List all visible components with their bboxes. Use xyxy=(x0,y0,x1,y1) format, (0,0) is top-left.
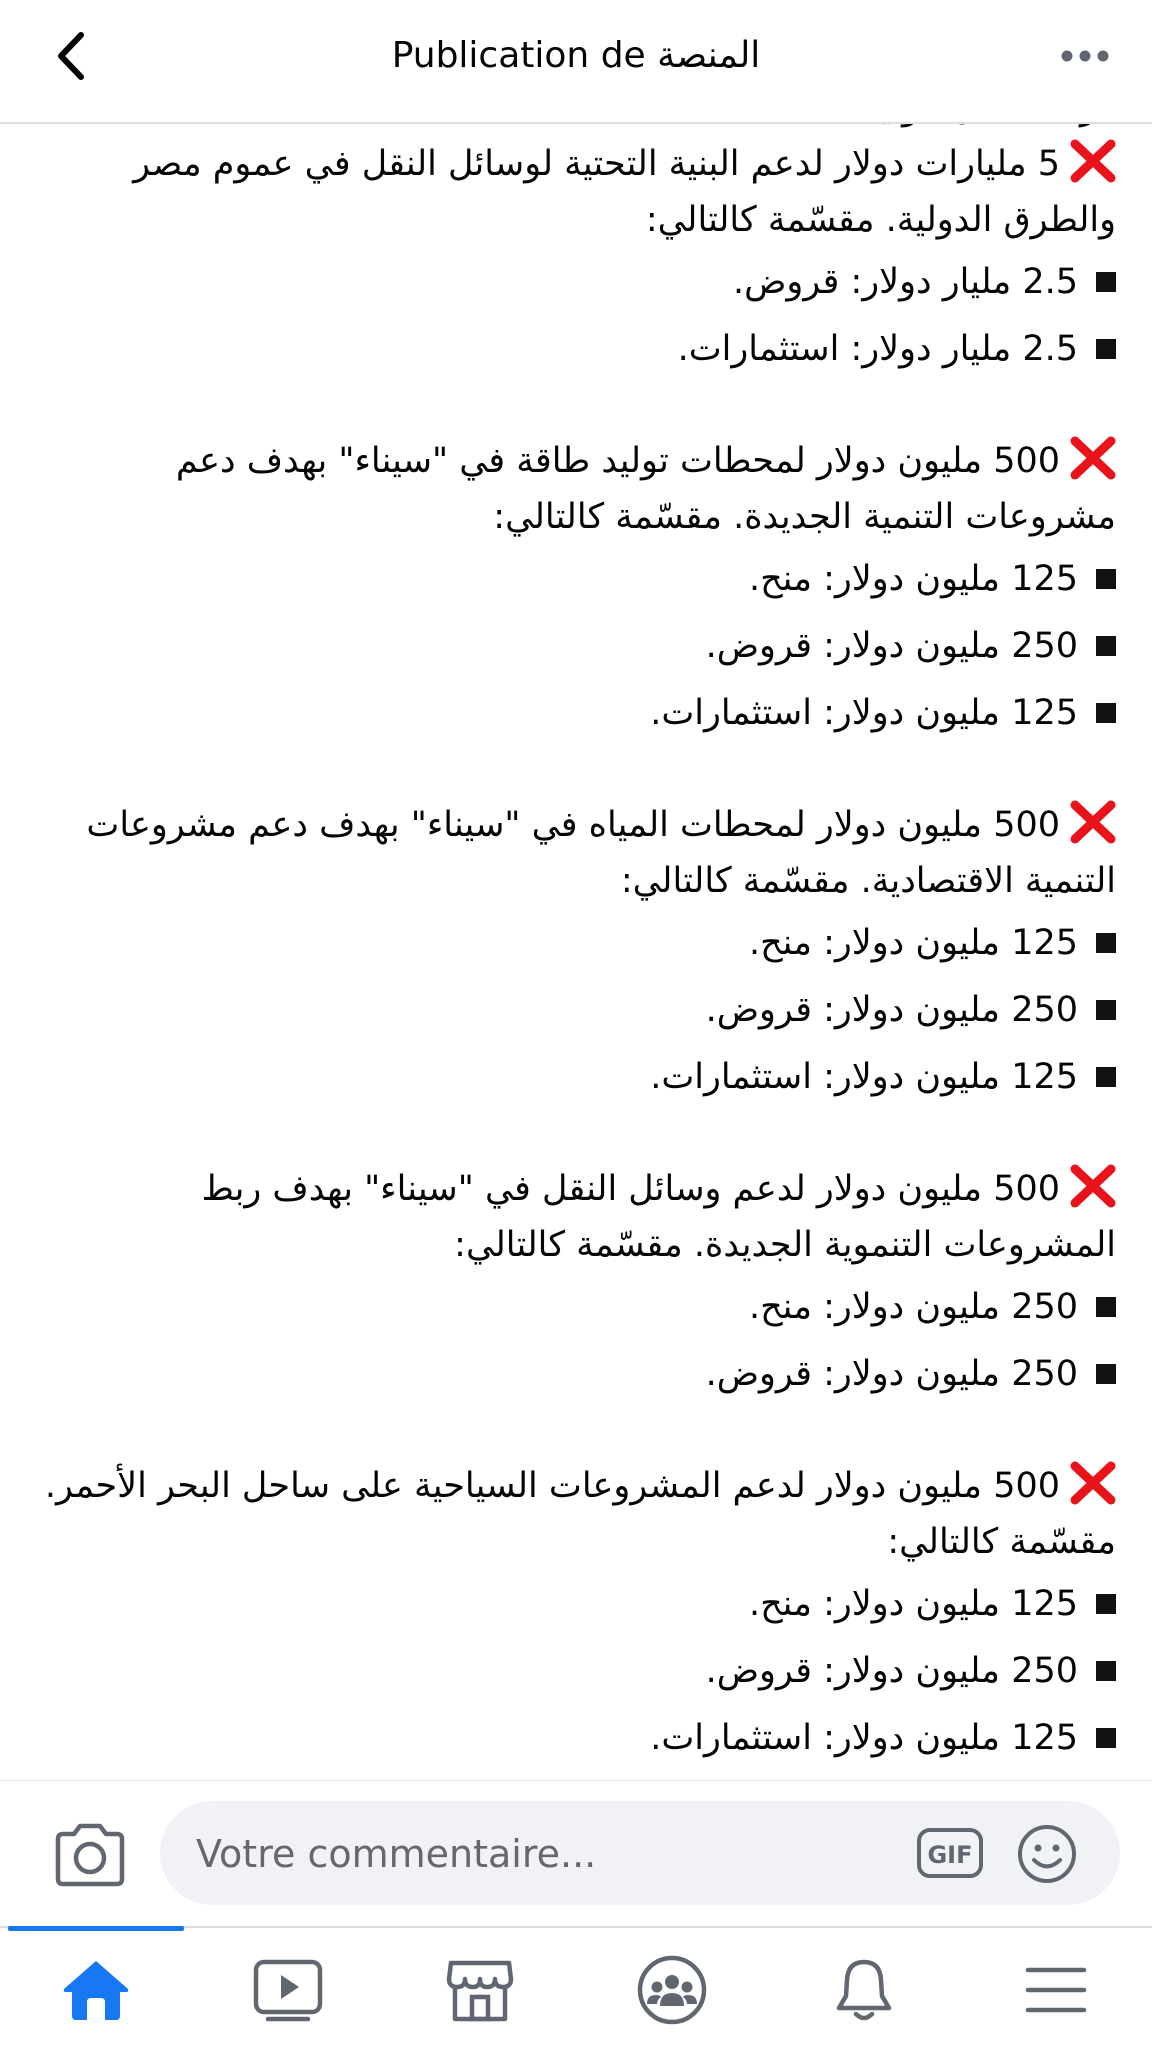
square-bullet-icon xyxy=(1096,1000,1116,1020)
chevron-left-icon xyxy=(53,31,87,81)
tab-groups[interactable] xyxy=(612,1942,732,2038)
groups-icon xyxy=(636,1954,708,2026)
section-heading xyxy=(0,1458,1152,1570)
gif-button[interactable] xyxy=(916,1827,984,1879)
section-heading-text: 500 مليون دولار لمحطات المياه في "سيناء" بهدف دعم مشروعات التنمية الاقتصادية. مقسّمة كالتالي: xyxy=(86,805,1116,901)
list-item xyxy=(0,551,1152,607)
list-item xyxy=(0,1710,1152,1766)
square-bullet-icon xyxy=(1096,1067,1116,1087)
cross-mark-icon xyxy=(1070,1164,1116,1208)
section-heading-text: 500 مليون دولار لدعم المشروعات السياحية على ساحل البحر الأحمر. مقسّمة كالتالي: xyxy=(44,1466,1116,1562)
square-bullet-icon xyxy=(1096,1661,1116,1681)
more-horizontal-icon xyxy=(1060,49,1110,63)
post-section xyxy=(0,797,1152,1105)
post-content xyxy=(0,122,1152,1780)
list-item-text: 250 مليون دولار: قروض. xyxy=(705,1354,1078,1394)
section-heading xyxy=(0,433,1152,545)
list-item-text: 125 مليون دولار: استثمارات. xyxy=(650,693,1078,733)
tab-notifications[interactable] xyxy=(804,1942,924,2038)
tab-home[interactable] xyxy=(36,1942,156,2038)
emoji-button[interactable] xyxy=(1016,1823,1078,1885)
bottom-tab-bar xyxy=(0,1926,1152,2050)
square-bullet-icon xyxy=(1096,339,1116,359)
camera-button[interactable] xyxy=(50,1819,130,1889)
list-item xyxy=(0,618,1152,674)
smiley-icon xyxy=(1016,1823,1078,1885)
cross-mark-icon xyxy=(1070,800,1116,844)
shop-icon xyxy=(445,1957,515,2023)
list-item-text: 2.5 مليار دولار: استثمارات. xyxy=(677,329,1078,369)
list-item-text: 125 مليون دولار: منح. xyxy=(748,923,1078,963)
list-item xyxy=(0,915,1152,971)
active-tab-indicator xyxy=(8,1926,184,1931)
section-heading xyxy=(0,136,1152,248)
square-bullet-icon xyxy=(1096,569,1116,589)
back-button[interactable] xyxy=(40,26,100,86)
square-bullet-icon xyxy=(1096,636,1116,656)
post-section xyxy=(0,1161,1152,1402)
list-item xyxy=(0,1346,1152,1402)
comment-input[interactable] xyxy=(194,1801,858,1907)
list-item-text: 125 مليون دولار: استثمارات. xyxy=(650,1057,1078,1097)
list-item xyxy=(0,982,1152,1038)
tab-watch[interactable] xyxy=(228,1942,348,2038)
square-bullet-icon xyxy=(1096,703,1116,723)
list-item xyxy=(0,1576,1152,1632)
page-title: Publication de المنصة xyxy=(391,35,761,76)
section-heading xyxy=(0,1161,1152,1273)
square-bullet-icon xyxy=(1096,1297,1116,1317)
cross-mark-icon xyxy=(1070,1461,1116,1505)
comment-bar xyxy=(0,1780,1152,1927)
list-item-text: 125 مليون دولار: استثمارات. xyxy=(650,1718,1078,1758)
section-heading-text: 500 مليون دولار لدعم وسائل النقل في "سيناء" بهدف ربط المشروعات التنموية الجديدة. مقسّمة كالتالي: xyxy=(201,1169,1116,1265)
list-item xyxy=(0,254,1152,310)
post-section xyxy=(0,433,1152,741)
tab-marketplace[interactable] xyxy=(420,1942,540,2038)
square-bullet-icon xyxy=(1096,1594,1116,1614)
section-heading-text: 500 مليون دولار لمحطات توليد طاقة في "سيناء" بهدف دعم مشروعات التنمية الجديدة. مقسّمة كالتالي: xyxy=(175,441,1116,537)
list-item xyxy=(0,321,1152,377)
top-bar xyxy=(0,0,1152,124)
cross-mark-icon xyxy=(1070,436,1116,480)
list-item xyxy=(0,1643,1152,1699)
cross-mark-icon xyxy=(1070,139,1116,183)
post-body xyxy=(0,80,1152,1822)
post-section xyxy=(0,1458,1152,1766)
gif-label: GIF xyxy=(927,1841,973,1869)
hamburger-menu-icon xyxy=(1024,1964,1088,2016)
section-heading xyxy=(0,797,1152,909)
video-play-icon xyxy=(252,1958,324,2022)
camera-icon xyxy=(50,1819,130,1889)
list-item-text: 250 مليون دولار: منح. xyxy=(748,1287,1078,1327)
tab-menu[interactable] xyxy=(996,1942,1116,2038)
bell-icon xyxy=(832,1956,896,2024)
square-bullet-icon xyxy=(1096,272,1116,292)
more-options-button[interactable] xyxy=(1050,26,1120,86)
comment-input-box xyxy=(160,1801,1120,1905)
post-section xyxy=(0,136,1152,377)
square-bullet-icon xyxy=(1096,1364,1116,1384)
list-item xyxy=(0,685,1152,741)
list-item-text: 250 مليون دولار: قروض. xyxy=(705,1651,1078,1691)
home-icon xyxy=(61,1958,131,2022)
gif-icon xyxy=(916,1827,984,1879)
list-item-text: 250 مليون دولار: قروض. xyxy=(705,626,1078,666)
list-item-text: 250 مليون دولار: قروض. xyxy=(705,990,1078,1030)
list-item-text: 2.5 مليار دولار: قروض. xyxy=(732,262,1078,302)
list-item-text: 125 مليون دولار: منح. xyxy=(748,559,1078,599)
list-item xyxy=(0,1279,1152,1335)
square-bullet-icon xyxy=(1096,933,1116,953)
section-heading-text: 5 مليارات دولار لدعم البنية التحتية لوسائل النقل في عموم مصر والطرق الدولية. مقسّمة كالتالي: xyxy=(133,144,1116,240)
list-item-text: 125 مليون دولار: منح. xyxy=(748,1584,1078,1624)
square-bullet-icon xyxy=(1096,1728,1116,1748)
list-item xyxy=(0,1049,1152,1105)
